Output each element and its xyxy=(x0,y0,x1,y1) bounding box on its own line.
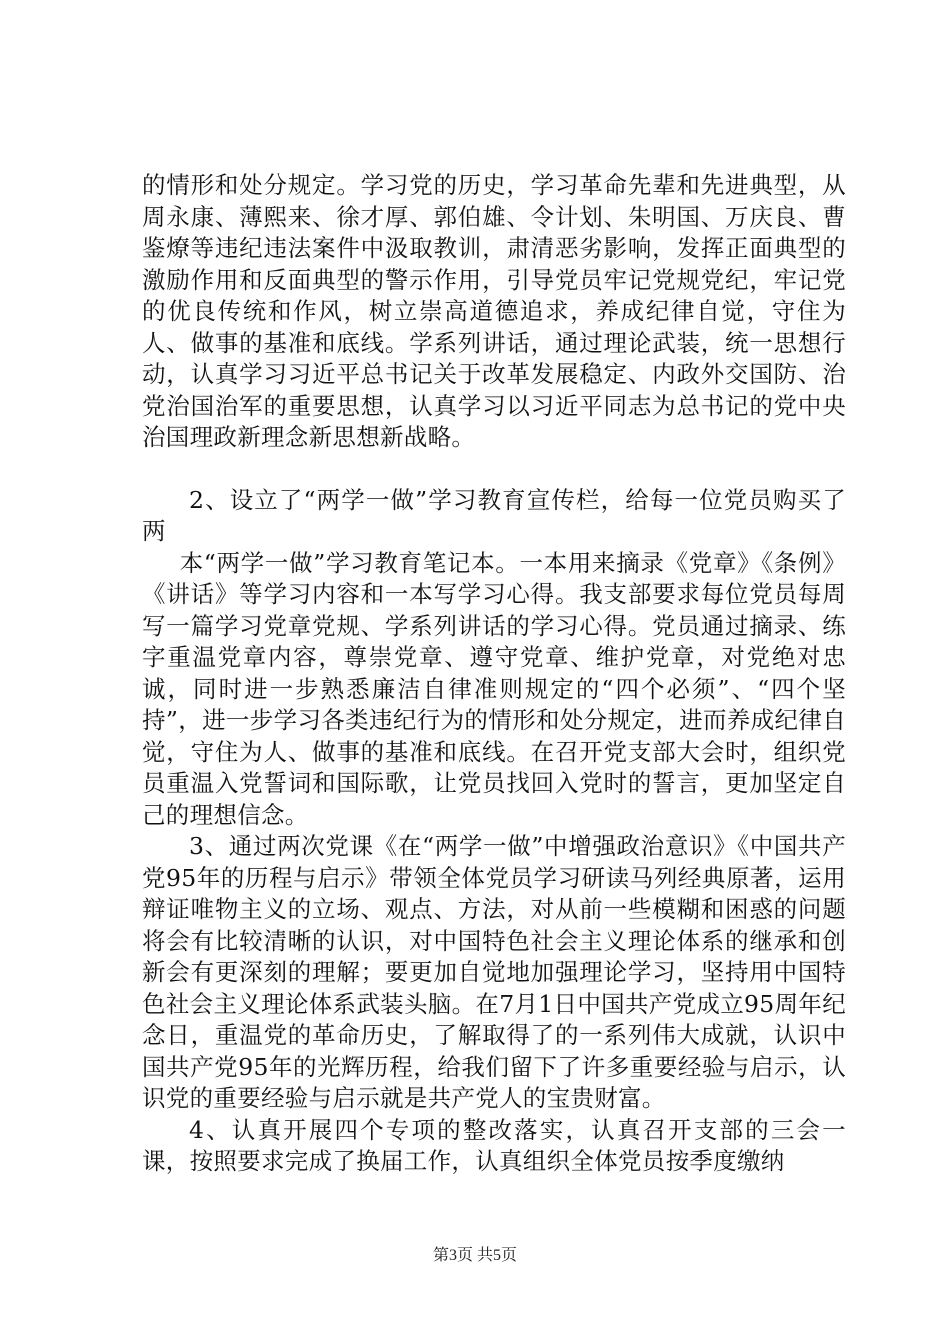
paragraph-item-2: 2、设立了“两学一做”学习教育宣传栏，给每一位党员购买了两 xyxy=(142,485,846,545)
paragraph-continuation: 的情形和处分规定。学习党的历史，学习革命先辈和先进典型，从周永康、薄熙来、徐才厚、郭伯雄、令计划、朱明国、万庆良、曹鉴燎等违纪违法案件中汲取教训，肃清恶劣影响，发挥正面典型的激励作用和反面典型的警示作用，引导党员牢记党规党纪，牢记党的优良传统和作风，树立崇高道德追求，养成纪律自觉，守住为人、做事的基准和底线。学系列讲话，通过理论武装，统一思想行动，认真学习习近平总书记关于改革发展稳定、内政外交国防、治党治国治军的重要思想，认真学习以习近平同志为总书记的党中央治国理政新理念新思想新战略。 xyxy=(142,171,846,451)
paragraph-item-3: 3、通过两次党课《在“两学一做”中增强政治意识》《中国共产党95年的历程与启示》带领全体党员学习研读马列经典原著，运用辩证唯物主义的立场、观点、方法，对从前一些模糊和困惑的问题将会有比较清晰的认识，对中国特色社会主义理论体系的继承和创新会有更深刻的理解；要更加自觉地加强理论学习，坚持用中国特色社会主义理论体系武装头脑。在7月1日中国共产党成立95周年纪念日，重温党的革命历史，了解取得了的一系列伟大成就，认识中国共产党95年的光辉历程，给我们留下了许多重要经验与启示，认识党的重要经验与启示就是共产党人的宝贵财富。 xyxy=(142,832,846,1112)
paragraph-item-4: 4、认真开展四个专项的整改落实，认真召开支部的三会一课，按照要求完成了换届工作，认真组织全体党员按季度缴纳 xyxy=(142,1115,846,1175)
page-number-indicator: 第3页 共5页 xyxy=(432,1247,517,1264)
document-body xyxy=(142,170,846,1178)
paragraph-notebook: 本“两学一做”学习教育笔记本。一本用来摘录《党章》《条例》《讲话》等学习内容和一本写学习心得。我支部要求每位党员每周写一篇学习党章党规、学系列讲话的学习心得。党员通过摘录、练字重温党章内容，尊崇党章、遵守党章、维护党章，对党绝对忠诚，同时进一步熟悉廉洁自律准则规定的“四个必须”、“四个坚持”，进一步学习各类违纪行为的情形和处分规定，进而养成纪律自觉，守住为人、做事的基准和底线。在召开党支部大会时，组织党员重温入党誓词和国际歌，让党员找回入党时的誓言，更加坚定自己的理想信念。 xyxy=(142,548,846,829)
paragraph-gap xyxy=(142,454,846,485)
page-footer xyxy=(0,1242,950,1265)
